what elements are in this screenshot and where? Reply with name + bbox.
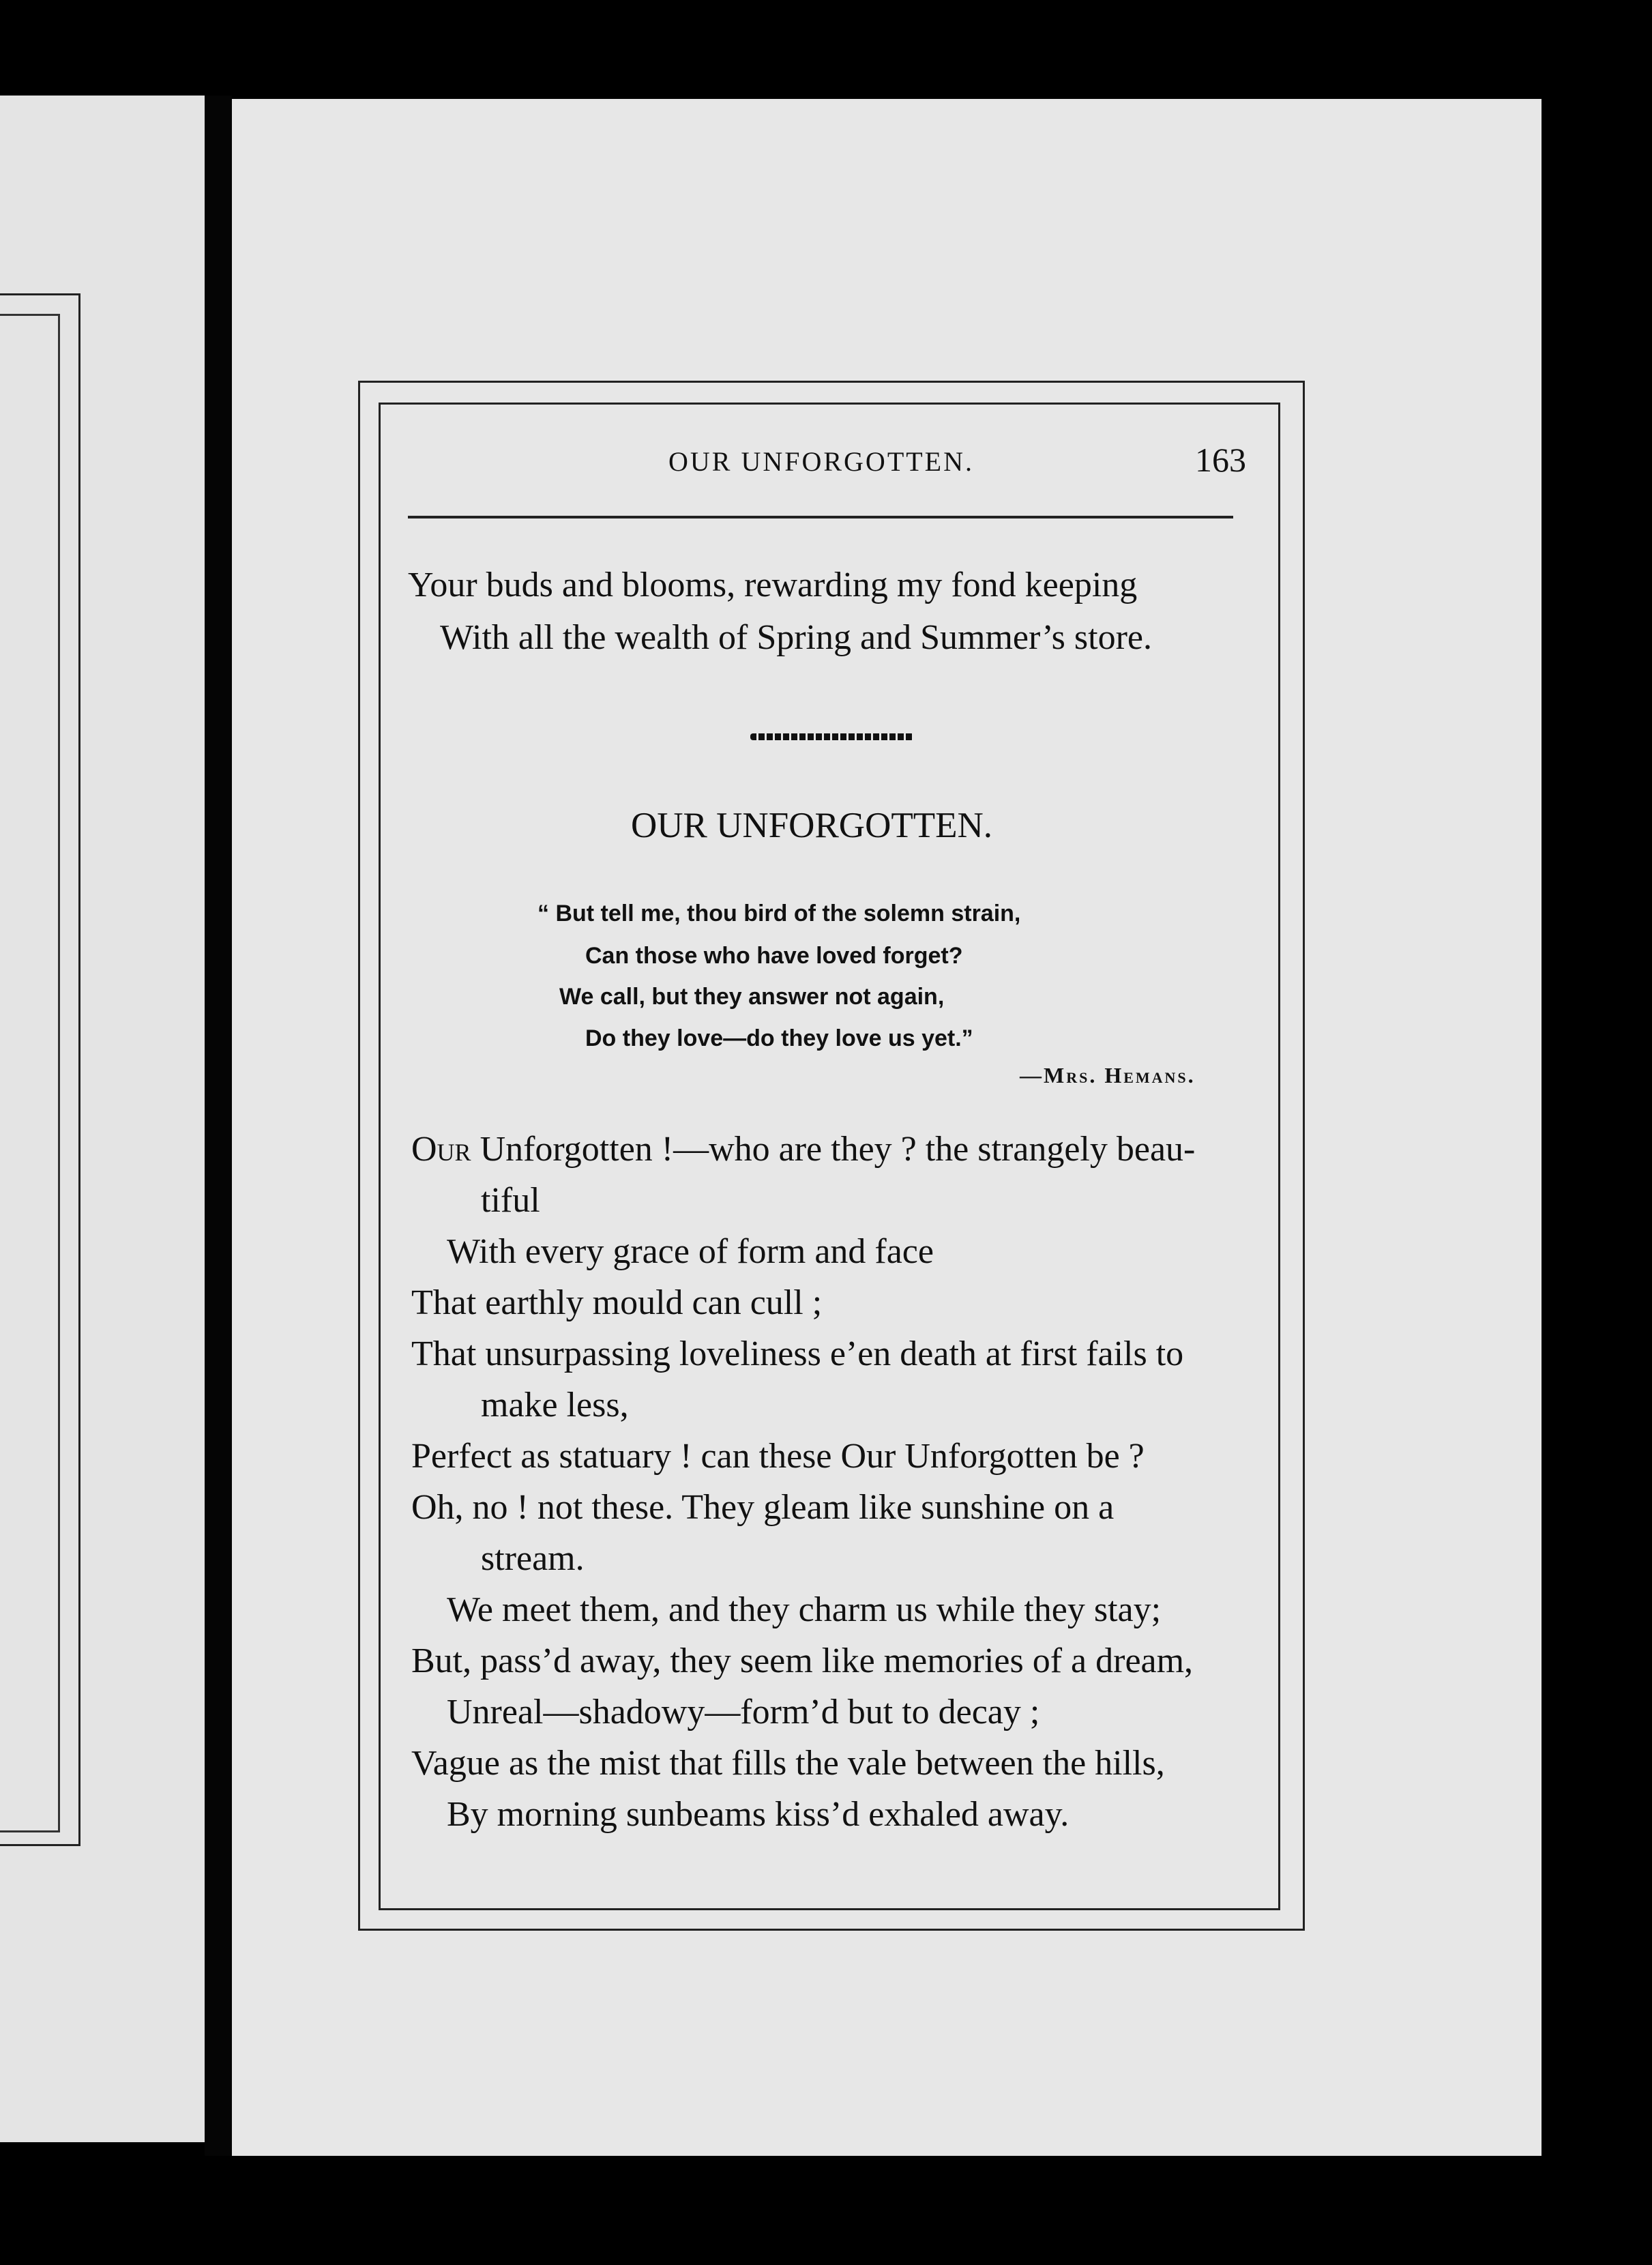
page-number: 163 — [1195, 441, 1246, 479]
poem-line: Oh, no ! not these. They gleam like sunshine on a — [411, 1488, 1115, 1527]
epigraph-line: We call, but they answer not again, — [559, 984, 945, 1010]
header-rule — [408, 516, 1233, 518]
poem-line: stream. — [481, 1539, 585, 1578]
poem-line: By morning sunbeams kiss’d exhaled away. — [447, 1795, 1070, 1834]
epigraph-attribution: —Mrs. Hemans. — [1020, 1063, 1196, 1087]
poem-line: tiful — [481, 1181, 540, 1220]
poem-line-text: Unforgotten !—who are they ? the strangely beau- — [471, 1130, 1196, 1169]
poem-line: Vague as the mist that fills the vale between the hills, — [411, 1744, 1165, 1783]
epigraph-line: Do they love—do they love us yet.” — [585, 1025, 973, 1051]
poem-line: That earthly mould can cull ; — [411, 1283, 823, 1322]
epigraph-line: Can those who have loved forget? — [585, 943, 963, 969]
poem-title: OUR UNFORGOTTEN. — [631, 806, 992, 845]
poem-first-word: Our — [411, 1130, 471, 1169]
poem-line: make less, — [481, 1386, 629, 1424]
poem-line: But, pass’d away, they seem like memories of a dream, — [411, 1641, 1194, 1680]
poem-line: Perfect as statuary ! can these Our Unforgotten be ? — [411, 1437, 1145, 1476]
continuation-line: Your buds and blooms, rewarding my fond keeping — [408, 566, 1138, 604]
poem-line — [411, 1129, 1195, 1169]
book-gutter — [205, 96, 232, 2156]
poem-line: With every grace of form and face — [447, 1232, 934, 1271]
poem-line: Unreal—shadowy—form’d but to decay ; — [447, 1693, 1040, 1731]
poem-line: That unsurpassing loveliness e’en death at first fails to — [411, 1334, 1184, 1373]
left-page-frame-inner — [0, 314, 60, 1832]
running-head: OUR UNFORGOTTEN. — [668, 446, 974, 477]
poem-line: We meet them, and they charm us while they stay; — [447, 1590, 1162, 1629]
continuation-line: With all the wealth of Spring and Summer’s store. — [440, 618, 1152, 657]
epigraph-line: “ But tell me, thou bird of the solemn strain, — [537, 901, 1021, 926]
section-ornament — [750, 733, 914, 740]
